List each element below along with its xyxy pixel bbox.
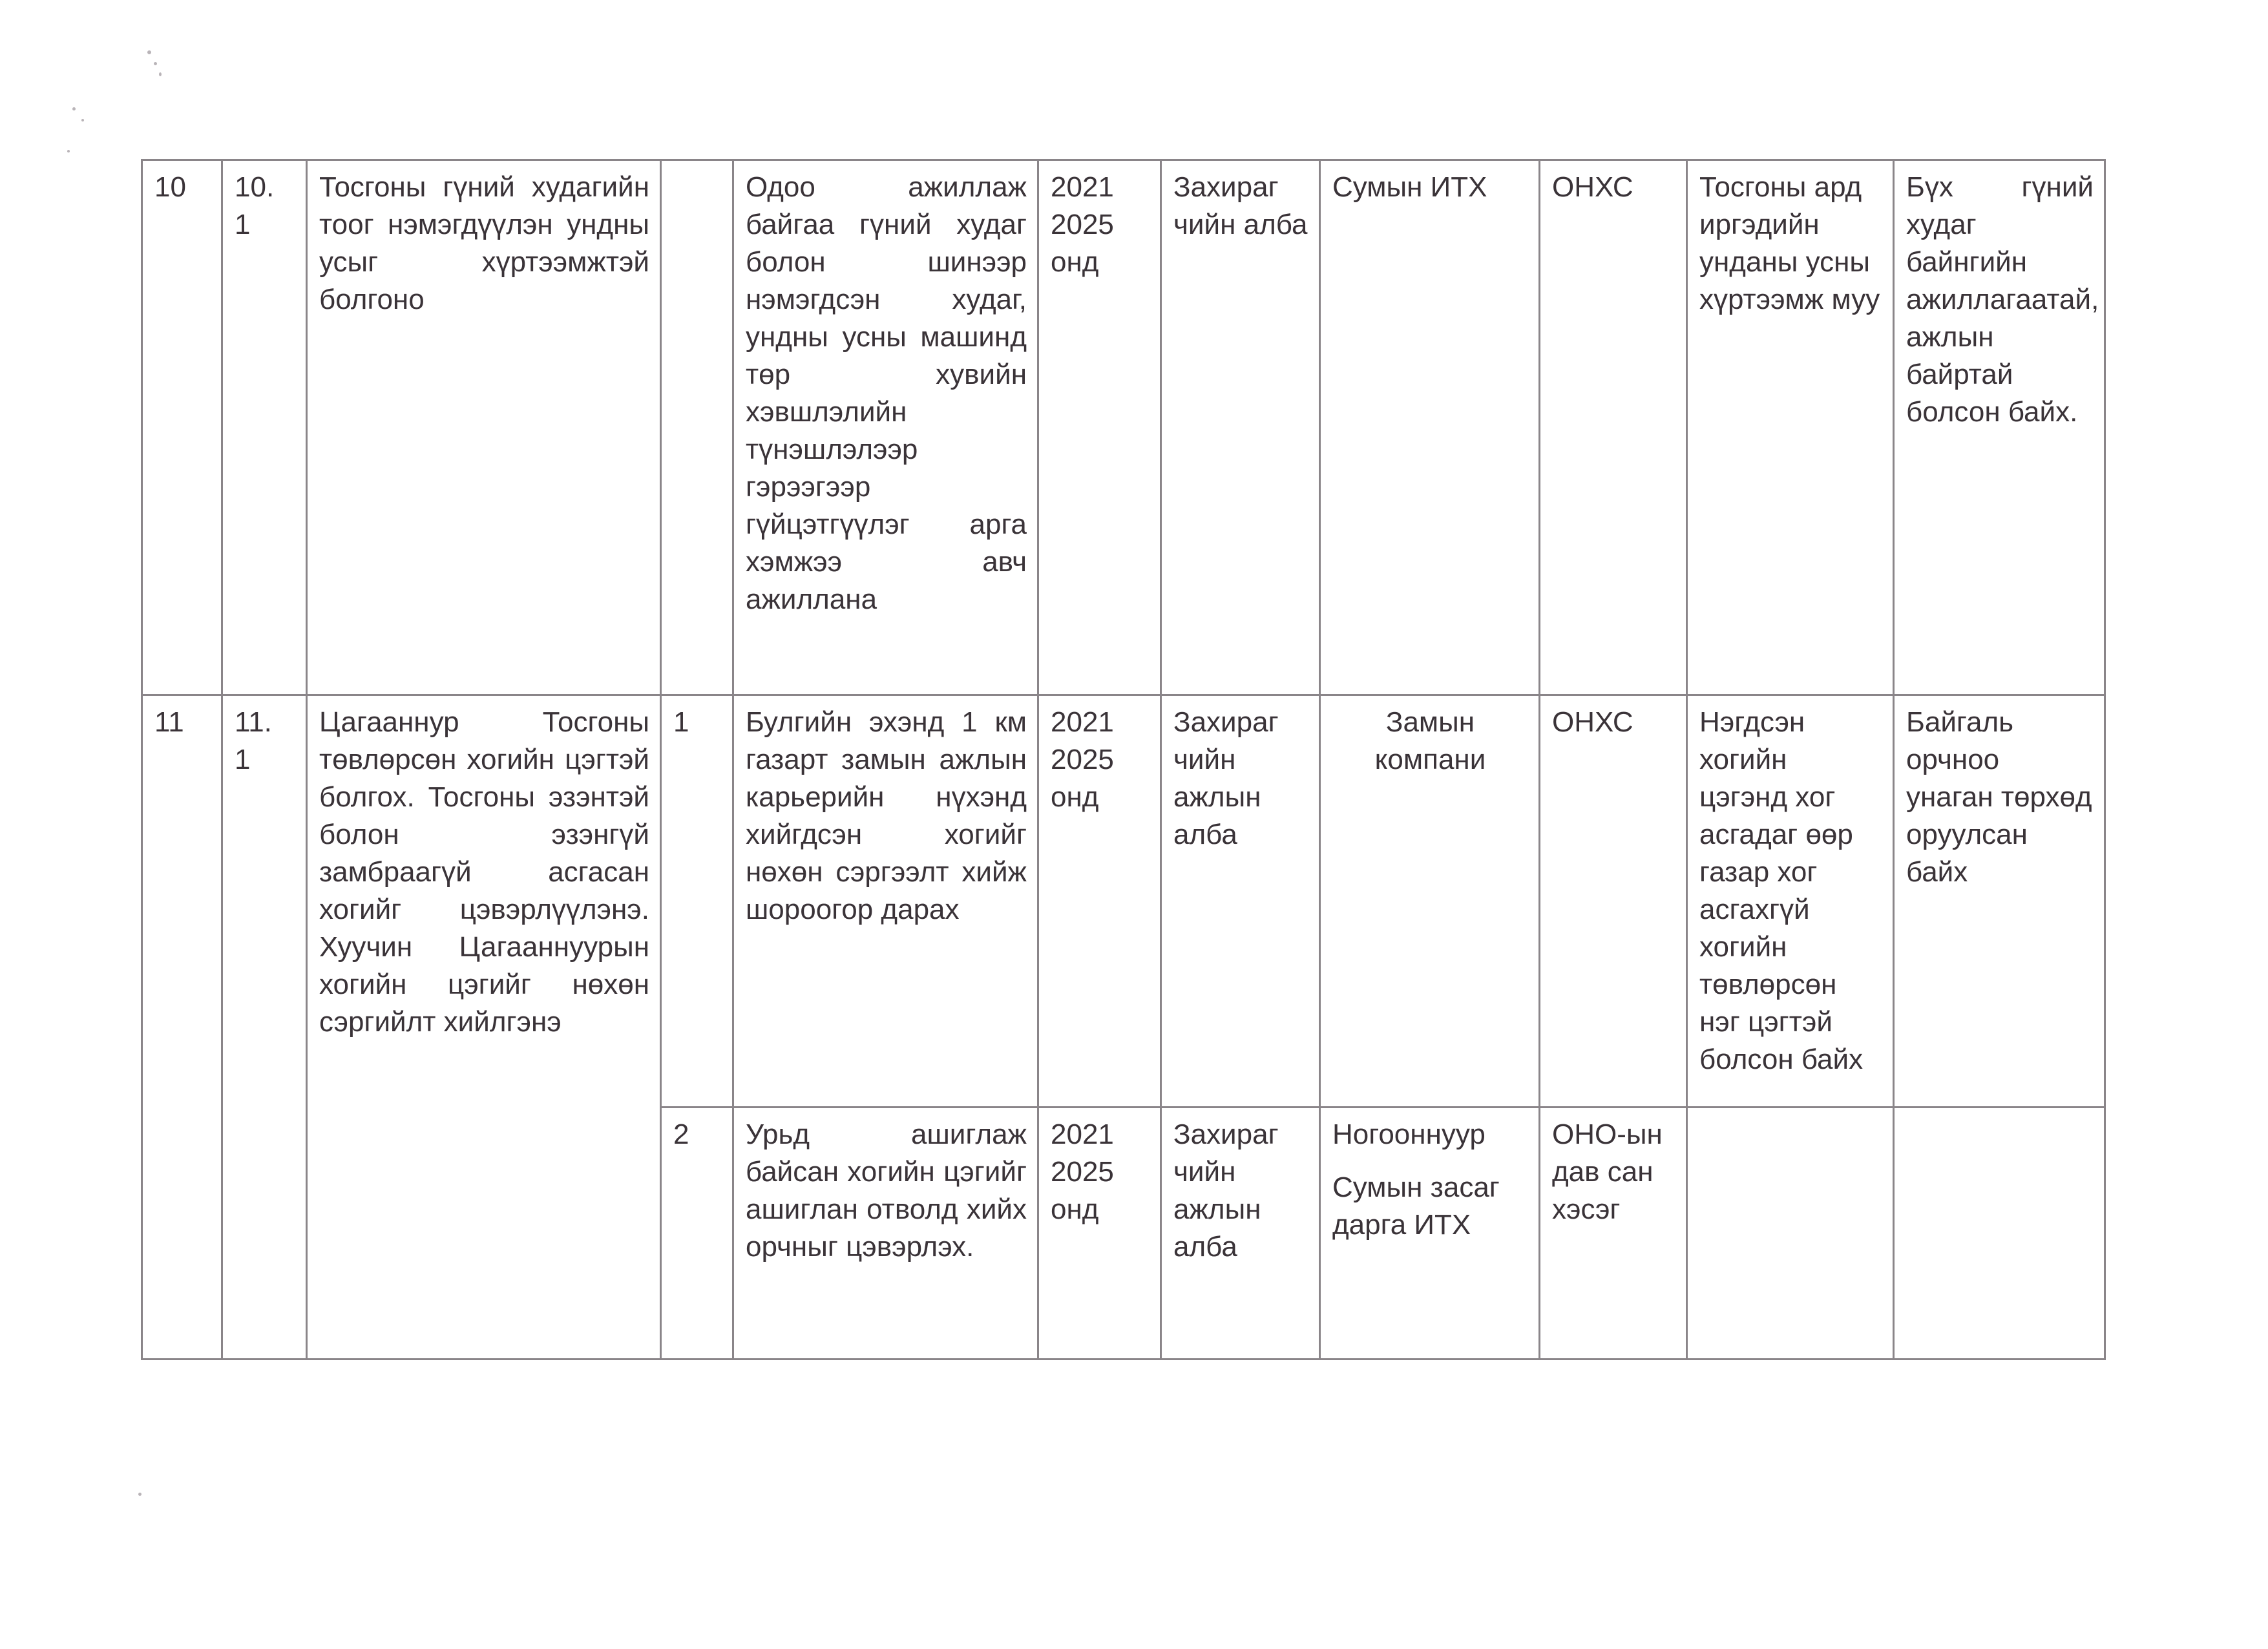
scan-speck [72,107,76,110]
sub-number: 10. 1 [222,160,307,695]
goal-cell: Цагааннур Тосгоны төвлөрсөн хогийн цэгтэй болгох. Тосгоны эзэнтэй болон эзэнгүй замбраагүй асгасан хогийг цэвэрлүүлэнэ. Хуучин Цагааннуурын хогийн цэгийг нөхөн сэргийлт хийлгэнэ [307,695,661,1360]
funding-cell: ОНХС [1540,160,1687,695]
problem-cell: Нэгдсэн хогийн цэгэнд хог асгадаг өөр газар хог асгахгүй хогийн төвлөрсөн нэг цэгтэй болсон байх [1687,695,1894,1108]
period-cell: 2021 2025 онд [1038,160,1161,695]
funding-cell: ОНХС [1540,695,1687,1108]
responsible-cell: Захираг чийн алба [1161,160,1320,695]
period-cell: 2021 2025 онд [1038,695,1161,1108]
scan-speck [159,72,162,76]
partner-cell [1320,1108,1540,1360]
table-row [142,160,2105,695]
sub-number: 11. 1 [222,695,307,1360]
step-cell [661,160,733,695]
row-number: 10 [142,160,222,695]
row-number: 11 [142,695,222,1360]
scan-speck [81,119,84,121]
partner-cell: Замын компани [1320,695,1540,1108]
partner-cell: Сумын ИТХ [1320,160,1540,695]
goal-cell: Тосгоны гүний худагийн тоог нэмэгдүүлэн ундны усыг хүртээмжтэй болгоно [307,160,661,695]
step-cell: 1 [661,695,733,1108]
partner-line-1: Ногооннуур [1332,1119,1486,1150]
action-cell: Одоо ажиллаж байгаа гүний худаг болон шинээр нэмэгдсэн худаг, ундны усны машинд төр хувийн хэвшлэлийн түнэшлэлээр гэрээгээр гүйцэтгүүлэг арга хэмжээ авч ажиллана [733,160,1038,695]
scan-speck [67,150,70,152]
partner-line-2: Сумын засаг дарга ИТХ [1332,1171,1500,1241]
responsible-cell: Захираг чийн ажлын алба [1161,695,1320,1108]
action-cell: Булгийн эхэнд 1 км газарт замын ажлын карьерийн нүхэнд хийгдсэн хогийг нөхөн сэргээлт хийж шороогор дарах [733,695,1038,1108]
action-plan-table [141,159,2106,1360]
result-cell [1894,1108,2105,1360]
table-row [142,695,2105,1108]
scan-speck [138,1493,142,1496]
period-cell: 2021 2025 онд [1038,1108,1161,1360]
step-cell: 2 [661,1108,733,1360]
result-cell: Бүх гүний худаг байнгийн ажиллагаатай, ажлын байртай болсон байх. [1894,160,2105,695]
action-cell: Урьд ашиглаж байсан хогийн цэгийг ашиглан отволд хийх орчныг цэвэрлэх. [733,1108,1038,1360]
scan-speck [154,62,157,65]
problem-cell [1687,1108,1894,1360]
scan-speck [147,50,151,54]
funding-cell: ОНО-ын дав сан хэсэг [1540,1108,1687,1360]
responsible-cell: Захираг чийн ажлын алба [1161,1108,1320,1360]
problem-cell: Тосгоны ард иргэдийн унданы усны хүртээмж муу [1687,160,1894,695]
result-cell: Байгаль орчноо унаган төрхөд оруулсан байх [1894,695,2105,1108]
